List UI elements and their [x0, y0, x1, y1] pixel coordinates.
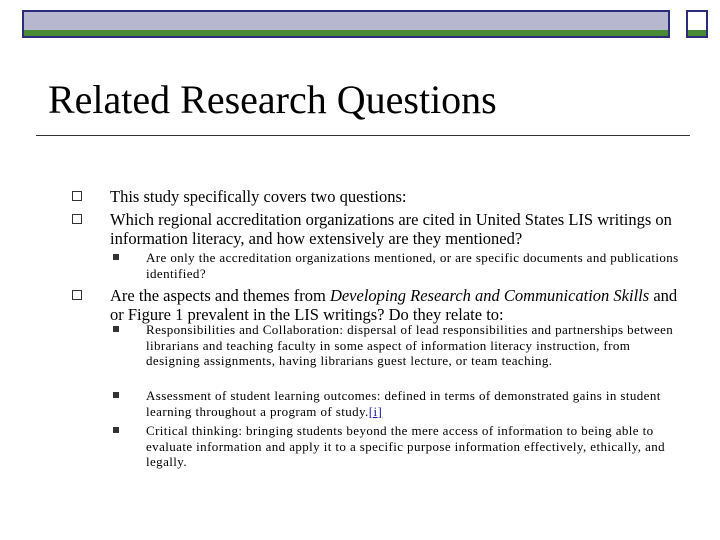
footnote-link[interactable]: [i] [368, 403, 383, 419]
bullet-text: Which regional accreditation organizations are cited in United States LIS writings on information literacy, and how extensively are they mentioned? [110, 210, 672, 248]
hollow-square-bullet-icon [72, 290, 82, 300]
top-decorative-bar [22, 10, 670, 38]
sub-bullet-text: Responsibilities and Collaboration: dispersal of lead responsibilities and partnerships between librarians and teaching faculty in some aspect of information literacy instruction, from designing assignments, having librarians guest lecture, or team teaching. [146, 322, 674, 368]
bullet-item [110, 210, 680, 248]
bullet-item [110, 187, 680, 206]
filled-square-bullet-icon [113, 427, 119, 433]
hollow-square-bullet-icon [72, 214, 82, 224]
hollow-square-bullet-icon [72, 191, 82, 201]
sub-bullet-text: Are only the accreditation organizations mentioned, or are specific documents and publications identified? [146, 250, 679, 281]
bullet-text-title-italic: Developing Research and Communication Skills [329, 286, 650, 305]
sub-bullet-item [146, 388, 686, 419]
filled-square-bullet-icon [113, 254, 119, 260]
sub-bullet-item [146, 423, 686, 470]
bullet-text-start: Are the aspects and themes from [110, 286, 330, 305]
bullet-text: This study specifically covers two questions: [110, 187, 407, 206]
filled-square-bullet-icon [113, 392, 119, 398]
sub-bullet-item [146, 322, 686, 369]
title-divider [36, 135, 690, 136]
sub-bullet-text: Assessment of student learning outcomes: defined in terms of demonstrated gains in student learning throughout a program of study. [146, 388, 661, 419]
slide-title: Related Research Questions [48, 77, 497, 122]
bullet-item [110, 286, 680, 324]
sub-bullet-text: Critical thinking: bringing students beyond the mere access of information to being able to evaluate information and apply it to a specific purpose information effectively, ethically, and legally. [146, 423, 666, 469]
filled-square-bullet-icon [113, 326, 119, 332]
bullet-text-end: and or Figure 1 prevalent in the LIS writings? Do they relate to: [110, 286, 678, 324]
sub-bullet-item [146, 250, 686, 281]
top-decorative-square [686, 10, 708, 38]
